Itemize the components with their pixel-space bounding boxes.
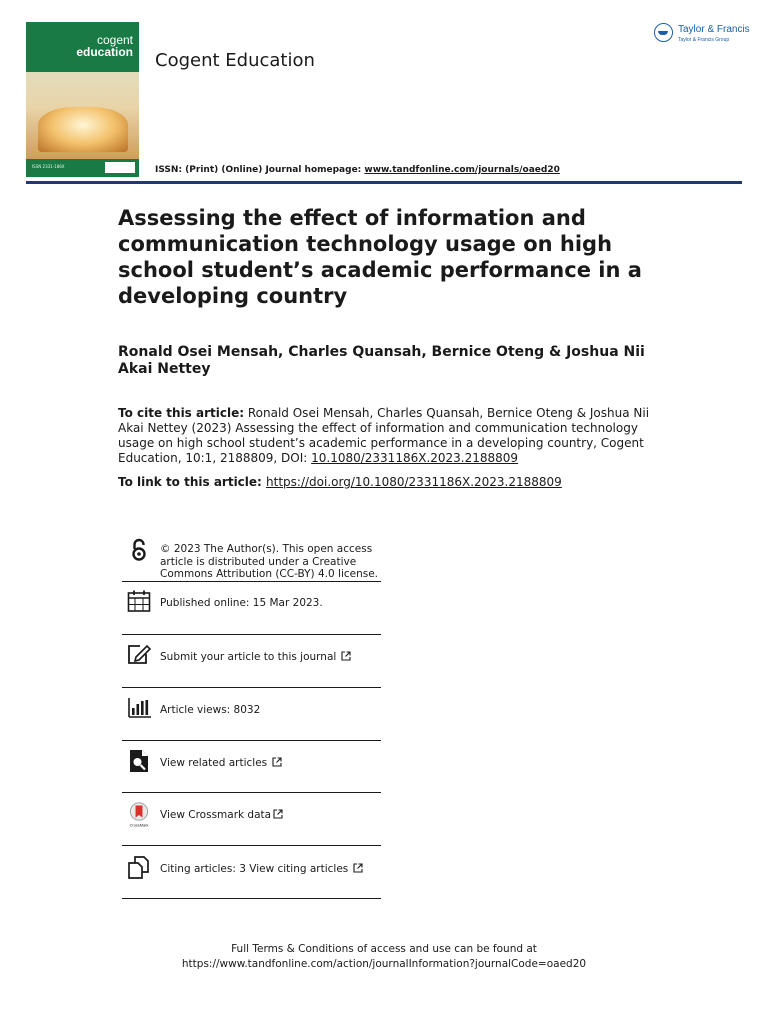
- related-articles-label: View related articles: [160, 757, 268, 769]
- citing-articles-icon: [126, 854, 152, 880]
- external-link-icon: [353, 863, 363, 873]
- published-row: [122, 582, 381, 635]
- footer-terms-url[interactable]: https://www.tandfonline.com/action/journalInformation?journalCode=oaed20: [181, 958, 587, 970]
- journal-cover-image: [26, 22, 139, 177]
- citing-articles-link[interactable]: [160, 863, 378, 876]
- article-authors: Ronald Osei Mensah, Charles Quansah, Bernice Oteng & Joshua Nii Akai Nettey: [118, 344, 645, 377]
- header-divider: [26, 181, 742, 184]
- submit-row[interactable]: [122, 635, 381, 688]
- footer-terms: [0, 942, 768, 972]
- citing-articles-label: Citing articles: 3 View citing articles: [160, 863, 349, 875]
- edit-icon: [126, 642, 152, 668]
- cover-line-2: education: [76, 45, 133, 59]
- citing-row[interactable]: [122, 846, 381, 899]
- bar-chart-icon: [126, 695, 152, 721]
- external-link-icon: [341, 651, 351, 661]
- taylor-francis-emblem-icon: [654, 23, 673, 42]
- calendar-icon: [126, 588, 152, 614]
- submit-article-label: Submit your article to this journal: [160, 651, 337, 663]
- article-title: Assessing the effect of information and communication technology usage on high school student’s academic performance in a developing country: [118, 206, 642, 308]
- external-link-icon: [272, 757, 282, 767]
- crossmark-row[interactable]: [122, 793, 381, 846]
- cover-journal-name: [76, 34, 133, 58]
- related-row[interactable]: [122, 741, 381, 793]
- publisher-name: Taylor & Francis: [678, 24, 750, 35]
- crossmark-data-label: View Crossmark data: [160, 809, 272, 821]
- license-text: © 2023 The Author(s). This open access article is distributed under a Creative Commons Attribution (CC-BY) 4.0 license.: [160, 543, 379, 580]
- crossmark-icon: [126, 802, 152, 828]
- footer-line-1: Full Terms & Conditions of access and use can be found at: [231, 943, 537, 955]
- citation-text: Ronald Osei Mensah, Charles Quansah, Bernice Oteng & Joshua Nii Akai Nettey (2023) Assessing the effect of information and communication technology usage on high school student’s academic performance in a developing country, Cogent Education, 10:1, 2188809, DOI:: [118, 406, 650, 465]
- external-link-icon: [273, 809, 283, 819]
- cover-footer: [26, 159, 139, 177]
- submit-article-link[interactable]: [160, 651, 378, 664]
- cover-line-1: cogent: [96, 33, 133, 47]
- doi-link[interactable]: 10.1080/2331186X.2023.2188809: [311, 451, 519, 465]
- link-label: To link to this article:: [118, 475, 267, 489]
- crossmark-label: CrossMark: [129, 822, 149, 828]
- related-articles-link[interactable]: [160, 757, 378, 770]
- article-views-text: Article views: 8032: [160, 704, 261, 716]
- crossmark-link[interactable]: [160, 809, 378, 822]
- issn-text: ISSN: (Print) (Online) Journal homepage:: [155, 165, 365, 175]
- article-link-line: [118, 475, 718, 490]
- views-row: [122, 688, 381, 741]
- published-date-text: Published online: 15 Mar 2023.: [160, 597, 323, 609]
- issn-line: [155, 165, 560, 175]
- taylor-francis-logo: [654, 22, 754, 48]
- journal-homepage-link[interactable]: www.tandfonline.com/journals/oaed20: [364, 165, 560, 175]
- cover-illustration: [38, 107, 128, 152]
- article-doi-url[interactable]: https://doi.org/10.1080/2331186X.2023.2188809: [266, 475, 562, 489]
- citation-label: To cite this article:: [118, 406, 245, 420]
- publisher-group: Taylor & Francis Group: [678, 37, 730, 43]
- citation-block: [118, 406, 654, 466]
- search-document-icon: [126, 748, 152, 774]
- open-access-row: [122, 533, 381, 582]
- open-access-icon: [126, 537, 152, 563]
- journal-title: Cogent Education: [155, 50, 315, 71]
- article-info-list: [122, 533, 381, 899]
- cover-issn: ISSN 2331-186X: [32, 164, 65, 169]
- routledge-logo: [105, 162, 135, 173]
